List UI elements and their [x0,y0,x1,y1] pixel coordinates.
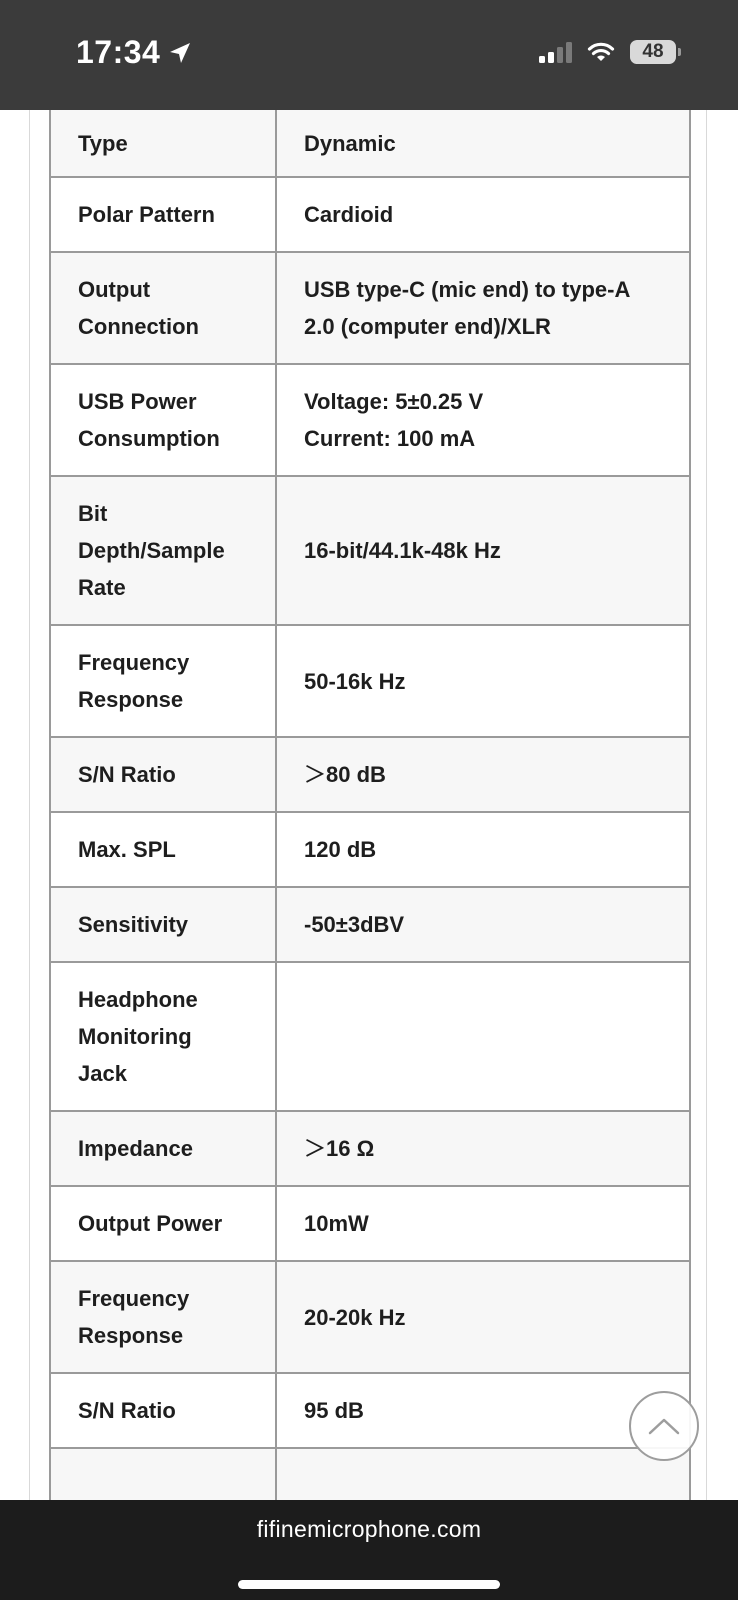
spec-label: S/N Ratio [50,737,276,812]
spec-value [276,1448,690,1500]
scroll-to-top-button[interactable] [629,1391,699,1461]
page-content[interactable] [0,110,738,1500]
browser-bottom-bar [0,1500,738,1600]
spec-value: 120 dB [276,812,690,887]
table-row [50,962,690,1111]
table-row [50,1111,690,1186]
table-row [50,1186,690,1261]
spec-label: Frequency Response [50,625,276,737]
spec-value: -50±3dBV [276,887,690,962]
status-time: 17:34 [76,34,161,70]
spec-label [50,1448,276,1500]
spec-value: 95 dB [276,1373,690,1448]
spec-label: Frequency Response [50,1261,276,1373]
spec-label: Bit Depth/Sample Rate [50,476,276,625]
table-row [50,812,690,887]
wifi-icon [586,41,616,63]
spec-value: 20-20k Hz [276,1261,690,1373]
spec-value: Voltage: 5±0.25 V Current: 100 mA [276,364,690,476]
table-row [50,737,690,812]
spec-label: Impedance [50,1111,276,1186]
battery-indicator: 48 [630,40,676,64]
table-row [50,177,690,252]
spec-label: Type [50,110,276,177]
spec-value: USB type-C (mic end) to type-A 2.0 (computer end)/XLR [276,252,690,364]
spec-value: Cardioid [276,177,690,252]
spec-value: Dynamic [276,110,690,177]
url-label[interactable]: fifinemicrophone.com [256,1516,482,1542]
table-row [50,887,690,962]
table-row [50,1373,690,1448]
table-row [50,1261,690,1373]
spec-value: ＞16 Ω [276,1111,690,1186]
table-row [50,252,690,364]
spec-value [276,962,690,1111]
status-time-group [76,34,192,71]
spec-value: 50-16k Hz [276,625,690,737]
spec-label: Output Power [50,1186,276,1261]
spec-table [49,110,691,1500]
spec-label: Max. SPL [50,812,276,887]
table-row [50,625,690,737]
spec-label: Polar Pattern [50,177,276,252]
spec-label: USB Power Consumption [50,364,276,476]
spec-label: Sensitivity [50,887,276,962]
table-row [50,1448,690,1500]
spec-value: ＞80 dB [276,737,690,812]
spec-label: S/N Ratio [50,1373,276,1448]
status-bar [0,0,738,110]
spec-value: 16-bit/44.1k-48k Hz [276,476,690,625]
cellular-signal-icon [539,41,572,63]
home-indicator[interactable] [238,1580,500,1589]
chevron-up-icon [647,1416,681,1436]
spec-label: Headphone Monitoring Jack [50,962,276,1111]
table-row [50,364,690,476]
table-row [50,110,690,177]
spec-value: 10mW [276,1186,690,1261]
location-arrow-icon [168,41,192,65]
table-row [50,476,690,625]
spec-label: Output Connection [50,252,276,364]
status-indicators [539,40,676,64]
